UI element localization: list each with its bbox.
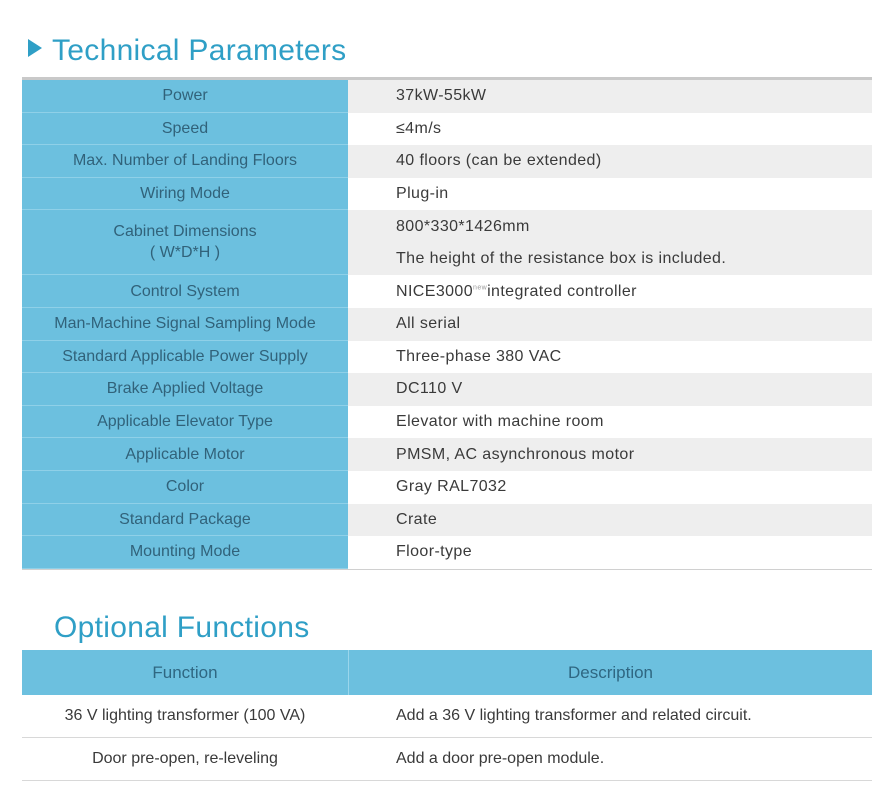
param-label-line2: ( W*D*H ) — [149, 244, 221, 262]
param-value: DC110 V — [348, 373, 872, 406]
param-value: Elevator with machine room — [348, 406, 872, 439]
param-value: Crate — [348, 504, 872, 537]
technical-parameters-title-text: Technical Parameters — [52, 34, 347, 67]
param-value: Floor-type — [348, 536, 872, 569]
param-value-line1: 800*330*1426mm — [396, 217, 530, 235]
param-value — [348, 210, 872, 275]
table-row — [22, 80, 872, 113]
table-row — [22, 178, 872, 211]
param-label: Speed — [22, 113, 348, 146]
table-row — [22, 210, 872, 275]
description-cell: Add a 36 V lighting transformer and related circuit. — [396, 707, 752, 724]
column-header-description: Description — [567, 662, 654, 682]
param-label: Man-Machine Signal Sampling Mode — [22, 308, 348, 341]
param-label: Power — [22, 80, 348, 113]
optional-functions-title: Optional Functions — [54, 611, 310, 644]
param-value-main: NICE3000 — [396, 282, 474, 300]
param-value: ≤4m/s — [348, 113, 872, 146]
function-cell: 36 V lighting transformer (100 VA) — [64, 707, 306, 724]
param-value-suffix: integrated controller — [487, 282, 637, 300]
table-row — [22, 504, 872, 537]
table-row — [22, 373, 872, 406]
param-label: Brake Applied Voltage — [22, 373, 348, 406]
table-row — [22, 275, 872, 308]
column-header-function: Function — [22, 650, 349, 695]
table-row — [22, 438, 872, 471]
table-row — [22, 341, 872, 374]
param-label: Wiring Mode — [22, 178, 348, 211]
table-row — [22, 406, 872, 439]
table-row — [22, 145, 872, 178]
param-value: Plug-in — [348, 178, 872, 211]
table-row — [22, 695, 872, 738]
param-value: Three-phase 380 VAC — [348, 341, 872, 374]
technical-parameters-table — [22, 77, 872, 570]
table-row — [22, 113, 872, 146]
param-label: Color — [22, 471, 348, 504]
triangle-bullet-icon — [28, 39, 42, 57]
param-value-composite — [396, 283, 872, 301]
table-row — [22, 738, 872, 781]
optional-functions-table — [22, 650, 872, 781]
param-value — [348, 275, 872, 308]
param-value: PMSM, AC asynchronous motor — [348, 438, 872, 471]
param-label: Standard Applicable Power Supply — [22, 341, 348, 374]
param-label: Control System — [22, 275, 348, 308]
param-label: Mounting Mode — [22, 536, 348, 569]
param-label — [22, 210, 348, 275]
description-cell: Add a door pre-open module. — [396, 750, 605, 767]
param-label: Applicable Motor — [22, 438, 348, 471]
param-label-line1: Cabinet Dimensions — [113, 223, 257, 241]
param-value: 40 floors (can be extended) — [348, 145, 872, 178]
table-row — [22, 471, 872, 504]
param-value-line2: The height of the resistance box is included. — [396, 249, 727, 267]
param-label: Applicable Elevator Type — [22, 406, 348, 439]
param-value: 37kW-55kW — [348, 80, 872, 113]
function-cell: Door pre-open, re-leveling — [92, 750, 278, 767]
param-label: Max. Number of Landing Floors — [22, 145, 348, 178]
param-label: Standard Package — [22, 504, 348, 537]
param-value: Gray RAL7032 — [348, 471, 872, 504]
param-value-sup: new — [473, 284, 488, 292]
param-value: All serial — [348, 308, 872, 341]
table-header — [22, 650, 872, 695]
table-row — [22, 308, 872, 341]
table-row — [22, 536, 872, 569]
technical-parameters-title — [28, 34, 346, 68]
